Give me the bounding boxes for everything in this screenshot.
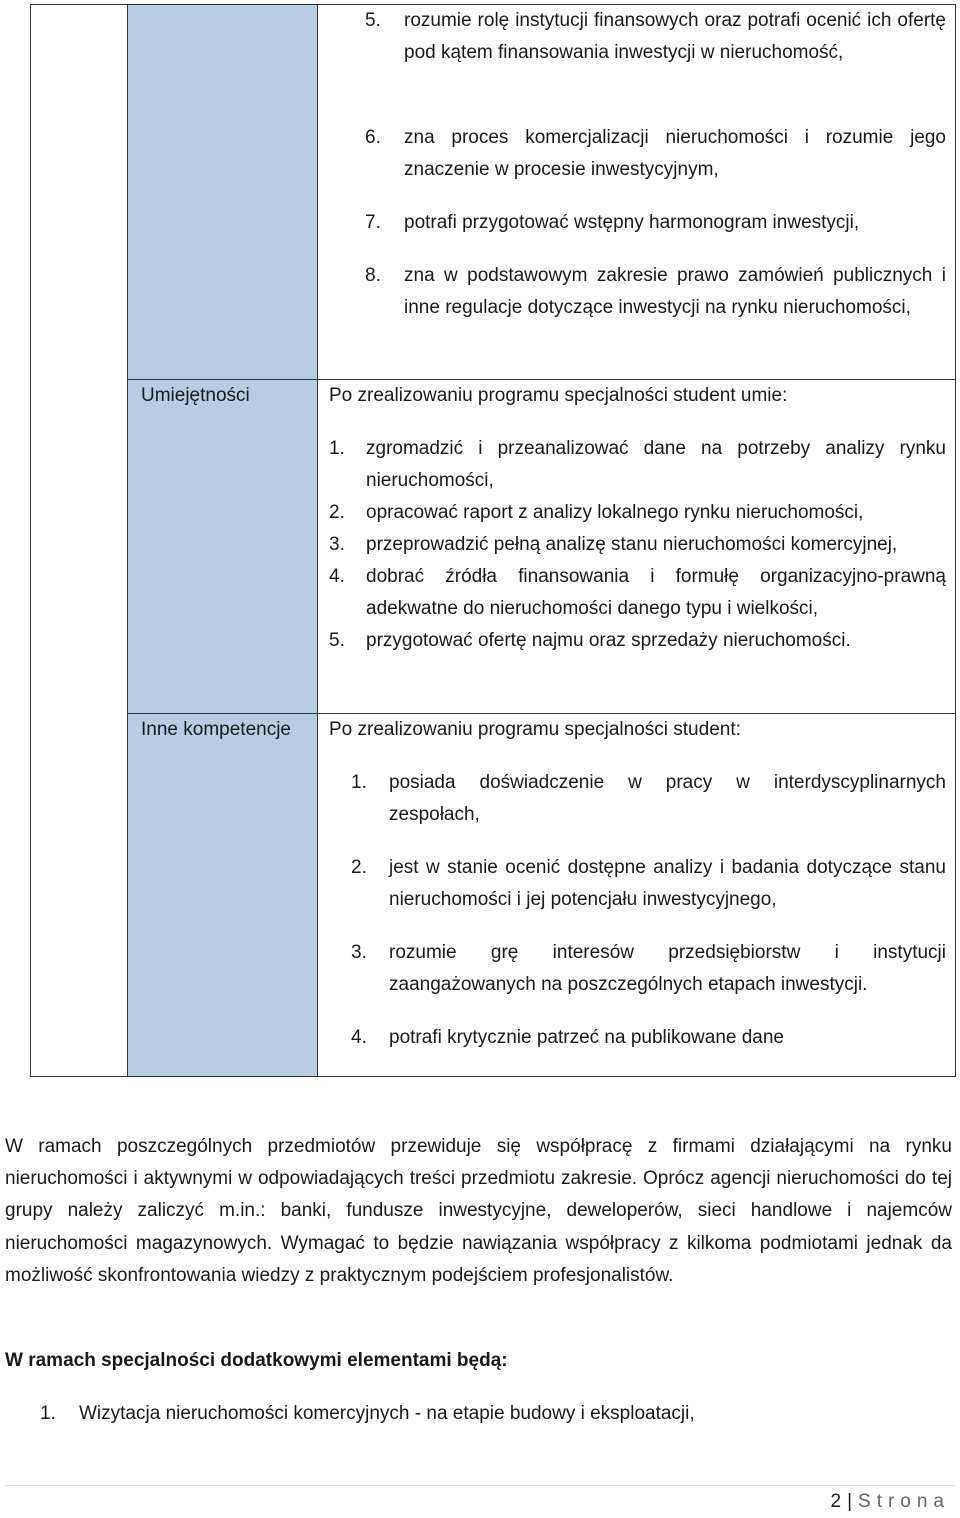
footer-separator: | bbox=[847, 1491, 853, 1512]
list-item bbox=[365, 5, 946, 101]
competences-list bbox=[351, 767, 946, 1054]
body-paragraph: W ramach poszczególnych przedmiotów przewiduje się współpracę z firmami działającymi na rynku nieruchomości i aktywnymi w odpowiadających treści przedmiotu zakresie. Oprócz agencji nieruchomości do tej grupy należy zaliczyć m.in.: banki, fundusze inwestycyjne, deweloperów, sieci handlowe i najemców nieruchomości magazynowych. Wymagać to będzie nawiązania współpracy z kilkoma podmiotami jednak da możliwość skonfrontowania wiedzy z praktycznym podejściem profesjonalistów. bbox=[5, 1136, 952, 1286]
list-item bbox=[365, 260, 946, 356]
list-item-number: 4. bbox=[351, 1027, 367, 1048]
list-item bbox=[365, 207, 946, 239]
list-item-text: Wizytacja nieruchomości komercyjnych - na etapie budowy i eksploatacji, bbox=[79, 1403, 695, 1424]
list-item-text: opracować raport z analizy lokalnego rynku nieruchomości, bbox=[366, 502, 864, 523]
list-item-number: 2. bbox=[351, 857, 367, 878]
table-empty-column bbox=[31, 5, 128, 1076]
list-item-text: zna w podstawowym zakresie prawo zamówień publicznych i inne regulacje dotyczące inwestycji na rynku nieruchomości, bbox=[404, 265, 946, 318]
list-item-number: 1. bbox=[329, 438, 345, 459]
list-item-number: 1. bbox=[40, 1403, 56, 1424]
list-item-text: potrafi krytycznie patrzeć na publikowane dane bbox=[389, 1027, 785, 1048]
footer-page-word: Strona bbox=[858, 1491, 950, 1512]
list-item bbox=[329, 433, 946, 497]
section-heading: W ramach specjalności dodatkowymi elementami będą: bbox=[5, 1350, 508, 1371]
list-item bbox=[329, 497, 946, 529]
list-item-text: zgromadzić i przeanalizować dane na potrzeby analizy rynku nieruchomości, bbox=[366, 438, 946, 491]
list-item-number: 4. bbox=[329, 566, 345, 587]
list-item bbox=[351, 852, 946, 916]
footer-divider bbox=[5, 1485, 955, 1486]
additional-elements-list bbox=[40, 1398, 920, 1430]
list-item bbox=[365, 122, 946, 186]
list-item-number: 5. bbox=[365, 10, 381, 31]
skills-list bbox=[329, 433, 946, 657]
list-item-text: potrafi przygotować wstępny harmonogram inwestycji, bbox=[404, 212, 860, 233]
knowledge-list bbox=[365, 5, 946, 356]
table-label-column bbox=[128, 5, 318, 1076]
skills-intro: Po zrealizowaniu programu specjalności student umie: bbox=[329, 385, 788, 406]
list-item bbox=[329, 529, 946, 561]
list-item bbox=[40, 1398, 920, 1430]
list-item-text: jest w stanie ocenić dostępne analizy i badania dotyczące stanu nieruchomości i jej potencjału inwestycyjnego, bbox=[389, 857, 946, 910]
list-item-number: 3. bbox=[329, 534, 345, 555]
page-number: 2 bbox=[830, 1491, 842, 1512]
list-item-number: 3. bbox=[351, 942, 367, 963]
list-item-number: 5. bbox=[329, 630, 345, 651]
list-item bbox=[351, 937, 946, 1001]
list-item-number: 2. bbox=[329, 502, 345, 523]
competence-table bbox=[30, 4, 956, 1077]
list-item-text: zna proces komercjalizacji nieruchomości i rozumie jego znaczenie w procesie inwestycyjnym, bbox=[404, 127, 946, 180]
competences-intro: Po zrealizowaniu programu specjalności student: bbox=[329, 719, 741, 740]
list-item-text: posiada doświadczenie w pracy w interdyscyplinarnych zespołach, bbox=[389, 772, 946, 825]
list-item-number: 7. bbox=[365, 212, 381, 233]
list-item-text: przeprowadzić pełną analizę stanu nieruchomości komercyjnej, bbox=[366, 534, 898, 555]
list-item-number: 1. bbox=[351, 772, 367, 793]
list-item-text: rozumie grę interesów przedsiębiorstw i instytucji zaangażowanych na poszczególnych etapach inwestycji. bbox=[389, 942, 946, 995]
list-item bbox=[329, 561, 946, 625]
list-item-number: 8. bbox=[365, 265, 381, 286]
list-item-text: przygotować ofertę najmu oraz sprzedaży nieruchomości. bbox=[366, 630, 851, 651]
row-label-competences: Inne kompetencje bbox=[141, 719, 291, 740]
row-label-skills: Umiejętności bbox=[141, 385, 250, 406]
list-item bbox=[329, 625, 946, 657]
list-item-text: dobrać źródła finansowania i formułę organizacyjno-prawną adekwatne do nieruchomości danego typu i wielkości, bbox=[366, 566, 946, 619]
list-item bbox=[351, 1022, 946, 1054]
list-item bbox=[351, 767, 946, 831]
list-item-number: 6. bbox=[365, 127, 381, 148]
page-footer bbox=[831, 1486, 951, 1518]
list-item-text: rozumie rolę instytucji finansowych oraz potrafi ocenić ich ofertę pod kątem finansowania inwestycji w nieruchomość, bbox=[404, 10, 946, 63]
